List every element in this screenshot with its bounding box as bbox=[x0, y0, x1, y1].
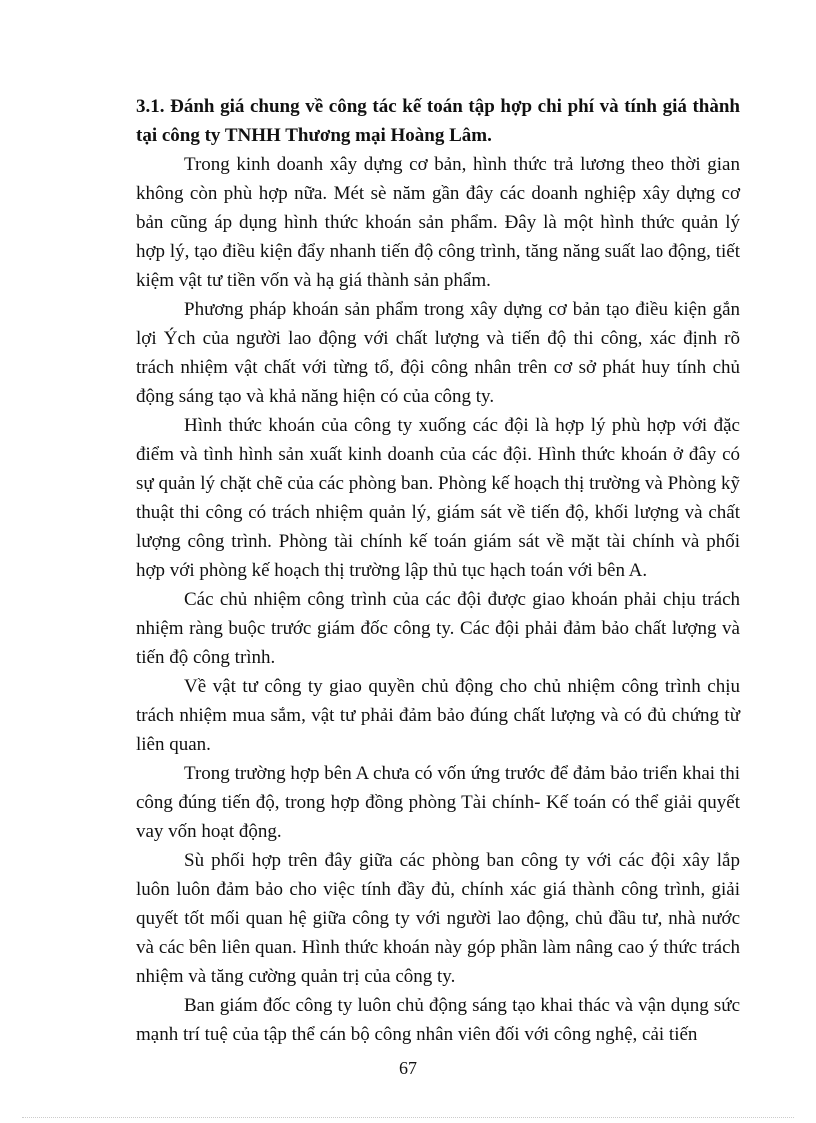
paragraph-5: Về vật tư công ty giao quyền chủ động cho chủ nhiệm công trình chịu trách nhiệm mua sắm, vật tư phải đảm bảo đúng chất lượng và có đủ chứng từ liên quan. bbox=[136, 676, 740, 755]
page-content bbox=[136, 92, 740, 1049]
paragraph-6: Trong trường hợp bên A chưa có vốn ứng trước để đảm bảo triển khai thi công đúng tiến độ, trong hợp đồng phòng Tài chính- Kế toán có thể giải quyết vay vốn hoạt động. bbox=[136, 763, 740, 842]
page-number: 67 bbox=[399, 1058, 417, 1078]
paragraph-7: Sù phối hợp trên đây giữa các phòng ban công ty với các đội xây lắp luôn luôn đảm bảo cho việc tính đầy đủ, chính xác giá thành công trình, giải quyết tốt mối quan hệ giữa công ty với người lao động, chủ đầu tư, nhà nước và các bên liên quan. Hình thức khoán này góp phần làm nâng cao ý thức trách nhiệm và tăng cường quản trị của công ty. bbox=[136, 850, 740, 987]
paragraph-3: Hình thức khoán của công ty xuống các đội là hợp lý phù hợp với đặc điểm và tình hình sản xuất kinh doanh của các đội. Hình thức khoán ở đây có sự quản lý chặt chẽ của các phòng ban. Phòng kế hoạch thị trường và Phòng kỹ thuật thi công có trách nhiệm quản lý, giám sát về tiến độ, khối lượng và chất lượng công trình. Phòng tài chính kế toán giám sát về mặt tài chính và phối hợp với phòng kế hoạch thị trường lập thủ tục hạch toán với bên A. bbox=[136, 415, 740, 581]
section-heading: 3.1. Đánh giá chung về công tác kế toán tập hợp chi phí và tính giá thành tại công ty TNHH Thương mại Hoàng Lâm. bbox=[136, 96, 740, 146]
paragraph-2: Phương pháp khoán sản phẩm trong xây dựng cơ bản tạo điều kiện gắn lợi Ých của người lao động với chất lượng và tiến độ thi công, xác định rõ trách nhiệm vật chất với từng tổ, đội công nhân trên cơ sở phát huy tính chủ động sáng tạo và khả năng hiện có của công ty. bbox=[136, 299, 740, 407]
paragraph-8: Ban giám đốc công ty luôn chủ động sáng tạo khai thác và vận dụng sức mạnh trí tuệ của tập thể cán bộ công nhân viên đối với công nghệ, cải tiến bbox=[136, 995, 740, 1045]
paragraph-1: Trong kinh doanh xây dựng cơ bản, hình thức trả lương theo thời gian không còn phù hợp nữa. Mét sè năm gần đây các doanh nghiệp xây dựng cơ bản cũng áp dụng hình thức khoán sản phẩm. Đây là một hình thức quản lý hợp lý, tạo điều kiện đẩy nhanh tiến độ công trình, tăng năng suất lao động, tiết kiệm vật tư tiền vốn và hạ giá thành sản phẩm. bbox=[136, 154, 740, 291]
page-bottom-divider bbox=[22, 1117, 794, 1118]
paragraph-4: Các chủ nhiệm công trình của các đội được giao khoán phải chịu trách nhiệm ràng buộc trước giám đốc công ty. Các đội phải đảm bảo chất lượng và tiến độ công trình. bbox=[136, 589, 740, 668]
